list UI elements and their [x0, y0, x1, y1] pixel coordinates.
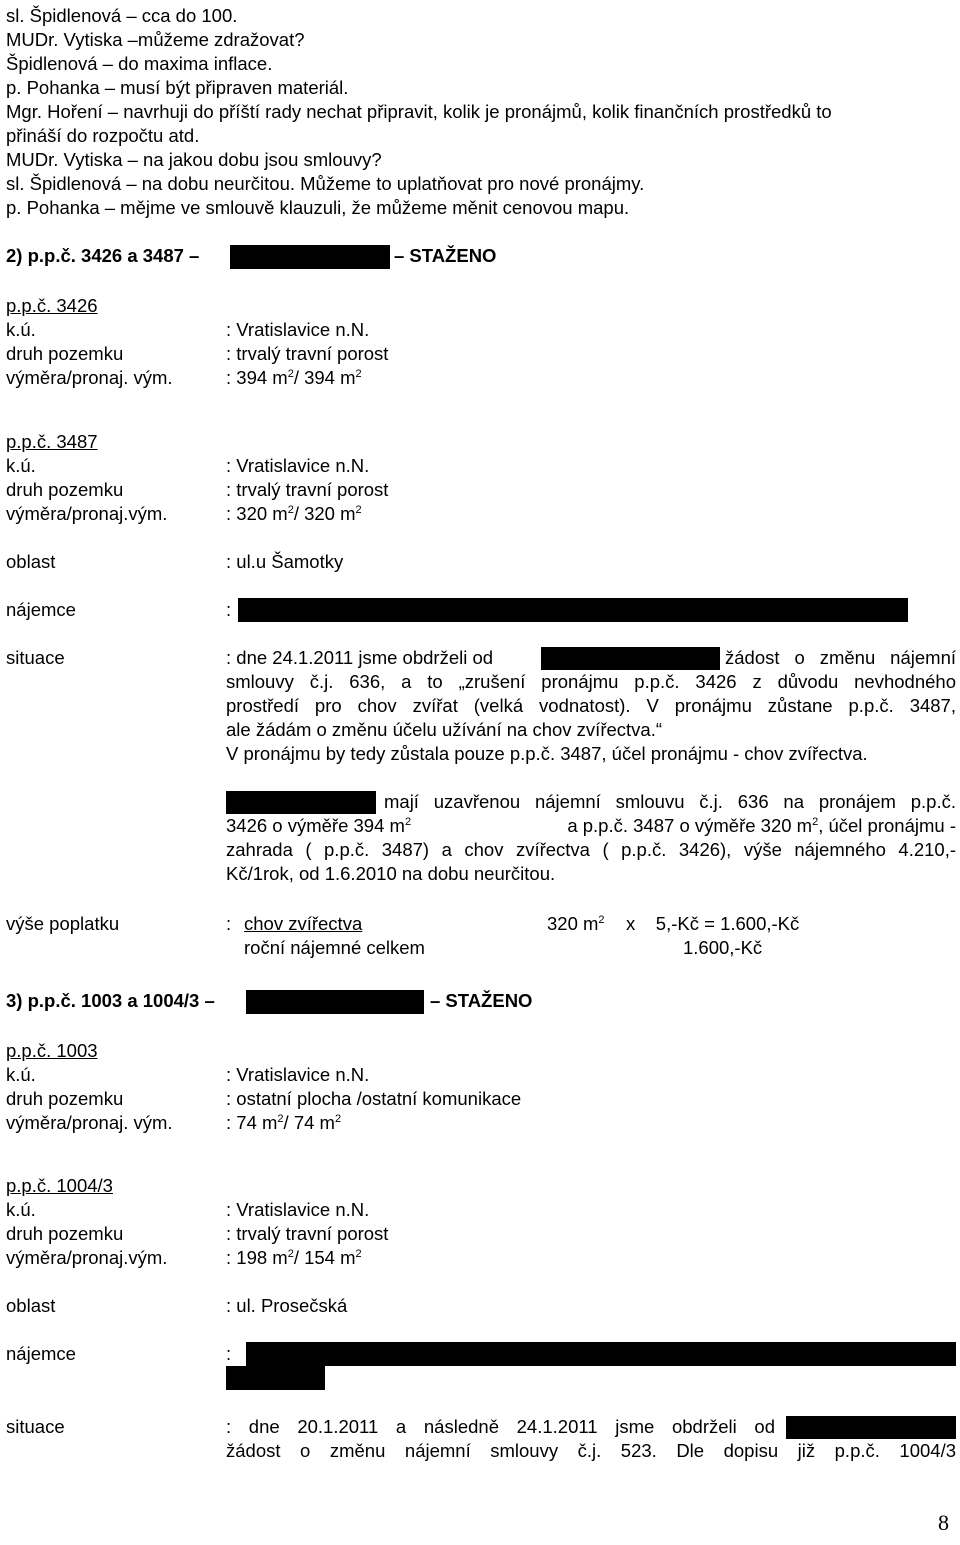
label-druh: druh pozemku	[6, 1088, 124, 1109]
parcel-title: p.p.č. 3426	[6, 295, 98, 316]
intro-line: přináší do rozpočtu atd.	[6, 125, 200, 146]
label-najemce: nájemce	[6, 1343, 76, 1364]
redaction-block	[246, 990, 424, 1014]
redaction-block	[246, 1342, 956, 1366]
redaction-block	[238, 598, 908, 622]
value-najemce-colon: :	[226, 1343, 232, 1364]
situace-text: mají uzavřenou nájemní smlouvu č.j. 636 na pronájem p.p.č.	[384, 791, 956, 812]
value-druh: : trvalý travní porost	[226, 343, 389, 364]
section-3-status: – STAŽENO	[430, 990, 533, 1011]
situace-text: : dne 24.1.2011 jsme obdrželi od	[226, 647, 494, 668]
situace-text: prostředí pro chov zvířat (velká vodnatost). V pronájmu zůstane p.p.č. 3487,	[226, 695, 956, 716]
label-najemce: nájemce	[6, 599, 76, 620]
situace-text: V pronájmu by tedy zůstala pouze p.p.č. 3487, účel pronájmu - chov zvířectva.	[226, 743, 868, 764]
situace-text: ale žádám o změnu účelu užívání na chov zvířectva.“	[226, 719, 662, 740]
situace-text: zahrada ( p.p.č. 3487) a chov zvířectva ( p.p.č. 3426), výše nájemného 4.210,-	[226, 839, 956, 860]
value-druh: : trvalý travní porost	[226, 1223, 389, 1244]
intro-line: Mgr. Hoření – navrhuji do příští rady nechat připravit, kolik je pronájmů, kolik finančních prostředků to	[6, 101, 832, 122]
intro-line: sl. Špidlenová – cca do 100.	[6, 5, 238, 26]
parcel-title: p.p.č. 1004/3	[6, 1175, 113, 1196]
label-druh: druh pozemku	[6, 479, 124, 500]
value-vymera: : 198 $m^2/$ 154 $m^2$	[226, 1247, 362, 1268]
intro-line: MUDr. Vytiska – na jakou dobu jsou smlouvy?	[6, 149, 382, 170]
parcel-title: p.p.č. 3487	[6, 431, 98, 452]
label-vymera: výměra/pronaj. vým.	[6, 367, 173, 388]
intro-line: p. Pohanka – mějme ve smlouvě klauzuli, že můžeme měnit cenovou mapu.	[6, 197, 630, 218]
value-druh: : ostatní plocha /ostatní komunikace	[226, 1088, 522, 1109]
section-2-status: – STAŽENO	[394, 245, 497, 266]
fee-total-value: 1.600,-Kč	[683, 937, 763, 958]
situace-text: Kč/1rok, od 1.6.2010 na dobu neurčitou.	[226, 863, 556, 884]
section-3-heading: 3) p.p.č. 1003 a 1004/3 –	[6, 990, 215, 1011]
label-vymera: výměra/pronaj. vým.	[6, 1112, 173, 1133]
label-druh: druh pozemku	[6, 1223, 124, 1244]
value-oblast: : ul.u Šamotky	[226, 551, 344, 572]
fee-row: chov zvířectva 320 $m^2$ x 5,-Kč = 1.600,-Kč	[244, 913, 800, 934]
section-2-heading: 2) p.p.č. 3426 a 3487 –	[6, 245, 200, 266]
value-ku: : Vratislavice n.N.	[226, 1199, 370, 1220]
label-ku: k.ú.	[6, 1199, 36, 1220]
intro-line: p. Pohanka – musí být připraven materiál.	[6, 77, 349, 98]
label-ku: k.ú.	[6, 319, 36, 340]
page-number: 8	[938, 1510, 949, 1535]
label-situace: situace	[6, 647, 65, 668]
situace-text: žádost o změnu nájemní	[725, 647, 956, 668]
parcel-title: p.p.č. 1003	[6, 1040, 98, 1061]
label-vymera: výměra/pronaj.vým.	[6, 1247, 168, 1268]
intro-line: sl. Špidlenová – na dobu neurčitou. Můžeme to uplatňovat pro nové pronájmy.	[6, 173, 645, 194]
label-ku: k.ú.	[6, 455, 36, 476]
value-vymera: : 394 $m^2/$ 394 $m^2$	[226, 367, 362, 388]
situace-text: smlouvy č.j. 636, a to „zrušení pronájmu p.p.č. 3426 z důvodu nevhodného	[226, 671, 956, 692]
value-oblast: : ul. Prosečská	[226, 1295, 348, 1316]
intro-line: Špidlenová – do maxima inflace.	[6, 53, 273, 74]
label-oblast: oblast	[6, 1295, 56, 1316]
fee-total-label: roční nájemné celkem	[244, 937, 425, 958]
redaction-block	[541, 647, 720, 670]
redaction-block	[226, 1366, 325, 1390]
value-ku: : Vratislavice n.N.	[226, 319, 370, 340]
value-druh: : trvalý travní porost	[226, 479, 389, 500]
situace-text: 3426 o výměře 394 $m^2$ a p.p.č. 3487 o výměře 320 $m^2$, účel pronájmu -	[226, 815, 956, 836]
value-vymera: : 320 $m^2/$ 320 $m^2$	[226, 503, 362, 524]
label-situace: situace	[6, 1416, 65, 1437]
value-ku: : Vratislavice n.N.	[226, 1064, 370, 1085]
redaction-block	[786, 1416, 956, 1439]
label-vymera: výměra/pronaj.vým.	[6, 503, 168, 524]
value-ku: : Vratislavice n.N.	[226, 455, 370, 476]
label-oblast: oblast	[6, 551, 56, 572]
label-druh: druh pozemku	[6, 343, 124, 364]
value-poplatek-colon: :	[226, 913, 232, 934]
redaction-block	[230, 245, 390, 269]
situace-text: : dne 20.1.2011 a následně 24.1.2011 jsme obdrželi od	[226, 1416, 775, 1437]
label-ku: k.ú.	[6, 1064, 36, 1085]
value-najemce-colon: :	[226, 599, 232, 620]
intro-line: MUDr. Vytiska –můžeme zdražovat?	[6, 29, 305, 50]
label-poplatek: výše poplatku	[6, 913, 120, 934]
situace-text: žádost o změnu nájemní smlouvy č.j. 523. Dle dopisu již p.p.č. 1004/3	[226, 1440, 956, 1461]
value-vymera: : 74 $m^2/$ 74 $m^2$	[226, 1112, 342, 1133]
redaction-block	[226, 791, 376, 814]
